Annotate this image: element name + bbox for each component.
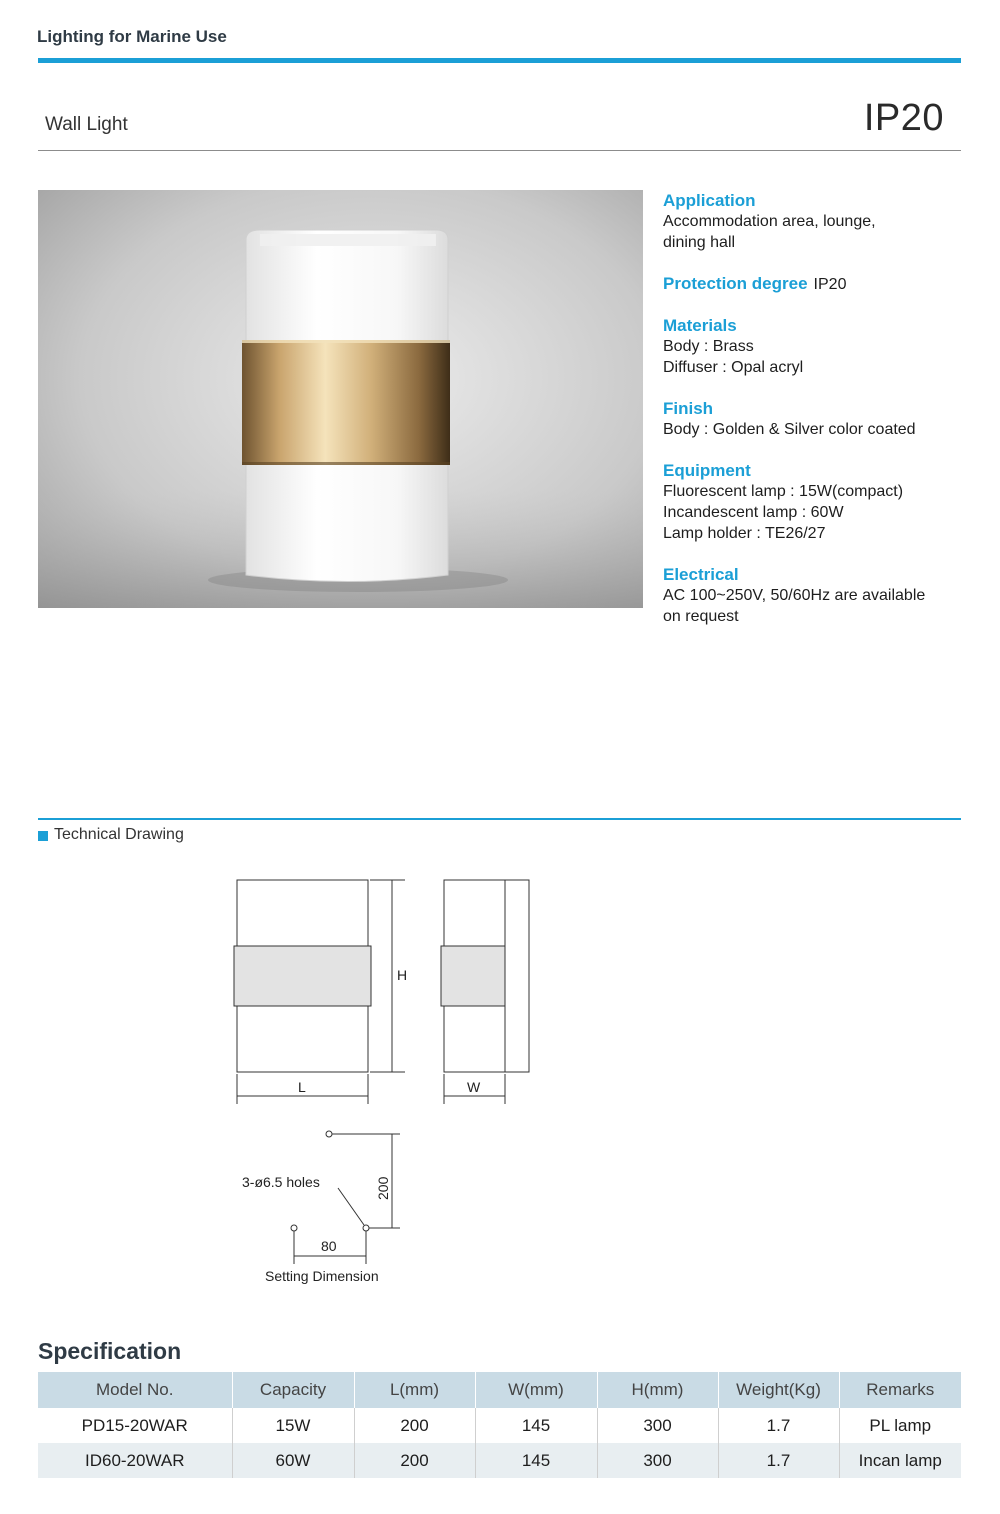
wall-light-illustration [38, 190, 643, 608]
spec-electrical [663, 564, 963, 627]
table-cell: PD15-20WAR [38, 1408, 232, 1443]
spec-line: Fluorescent lamp : 15W(compact) [663, 483, 904, 500]
spec-line: Incandescent lamp : 60W [663, 504, 844, 521]
technical-drawing [220, 870, 550, 1290]
table-cell: 60W [232, 1443, 354, 1478]
spec-finish [663, 398, 963, 440]
spec-line: Body : Golden & Silver color coated [663, 421, 916, 438]
table-cell: 200 [354, 1408, 475, 1443]
spec-line: on request [663, 608, 739, 625]
width-label: W [467, 1079, 481, 1095]
table-cell: 15W [232, 1408, 354, 1443]
table-cell: 300 [597, 1408, 718, 1443]
hole-bottom-right [363, 1225, 369, 1231]
column-header: Model No. [38, 1372, 232, 1408]
side-view-plate [505, 880, 529, 1072]
table-row [38, 1443, 961, 1478]
table-cell: Incan lamp [839, 1443, 961, 1478]
column-header: Capacity [232, 1372, 354, 1408]
horizontal-dimension-label: 80 [321, 1238, 337, 1254]
header-divider [38, 58, 961, 63]
holes-leader-line [338, 1188, 364, 1225]
specification-table [38, 1372, 961, 1478]
product-ip-rating: IP20 [863, 97, 944, 139]
spec-label: Application [663, 191, 756, 210]
table-cell: 145 [475, 1408, 597, 1443]
table-cell: ID60-20WAR [38, 1443, 232, 1478]
spec-label: Electrical [663, 565, 739, 584]
product-photo [38, 190, 643, 608]
table-cell: 1.7 [718, 1443, 839, 1478]
technical-divider [38, 818, 961, 820]
product-name: Wall Light [45, 114, 128, 135]
spec-label: Materials [663, 316, 737, 335]
hole-bottom-left [291, 1225, 297, 1231]
table-cell: 145 [475, 1443, 597, 1478]
column-header: L(mm) [354, 1372, 475, 1408]
column-header: W(mm) [475, 1372, 597, 1408]
column-header: Remarks [839, 1372, 961, 1408]
side-view-band [441, 946, 505, 1006]
specification-title: Specification [38, 1338, 182, 1364]
technical-drawing-title: Technical Drawing [54, 826, 184, 843]
table-header-row [38, 1372, 961, 1408]
spec-line: AC 100~250V, 50/60Hz are available [663, 587, 926, 604]
hole-top [326, 1131, 332, 1137]
table-cell: 1.7 [718, 1408, 839, 1443]
height-label: H [397, 967, 408, 983]
bullet-square-icon [38, 831, 48, 841]
spec-application [663, 190, 963, 253]
technical-drawing-svg [220, 870, 550, 1290]
table-cell: PL lamp [869, 1415, 932, 1435]
table-cell: 200 [354, 1443, 475, 1478]
specs-list [663, 190, 963, 647]
column-header: Weight(Kg) [718, 1372, 839, 1408]
table-row [38, 1408, 961, 1443]
spec-line: Diffuser : Opal acryl [663, 359, 804, 376]
spec-materials [663, 315, 963, 378]
front-view-band [234, 946, 371, 1006]
spec-line: dining hall [663, 234, 736, 251]
spec-equipment [663, 460, 963, 544]
spec-value: IP20 [813, 276, 847, 293]
column-header: H(mm) [597, 1372, 718, 1408]
length-label: L [298, 1079, 306, 1095]
section-header-title: Lighting for Marine Use [37, 27, 227, 46]
spec-line: Body : Brass [663, 338, 754, 355]
holes-label: 3-ø6.5 holes [242, 1174, 320, 1190]
setting-dimension-caption: Setting Dimension [265, 1268, 379, 1284]
product-divider [38, 150, 961, 151]
spec-label: Protection degree [663, 274, 808, 293]
spec-line: Accommodation area, lounge, [663, 213, 876, 230]
spec-protection [663, 273, 963, 295]
vertical-dimension-label: 200 [375, 1176, 391, 1200]
table-cell: 300 [597, 1443, 718, 1478]
spec-label: Finish [663, 399, 714, 418]
spec-line: Lamp holder : TE26/27 [663, 525, 826, 542]
spec-label: Equipment [663, 461, 751, 480]
